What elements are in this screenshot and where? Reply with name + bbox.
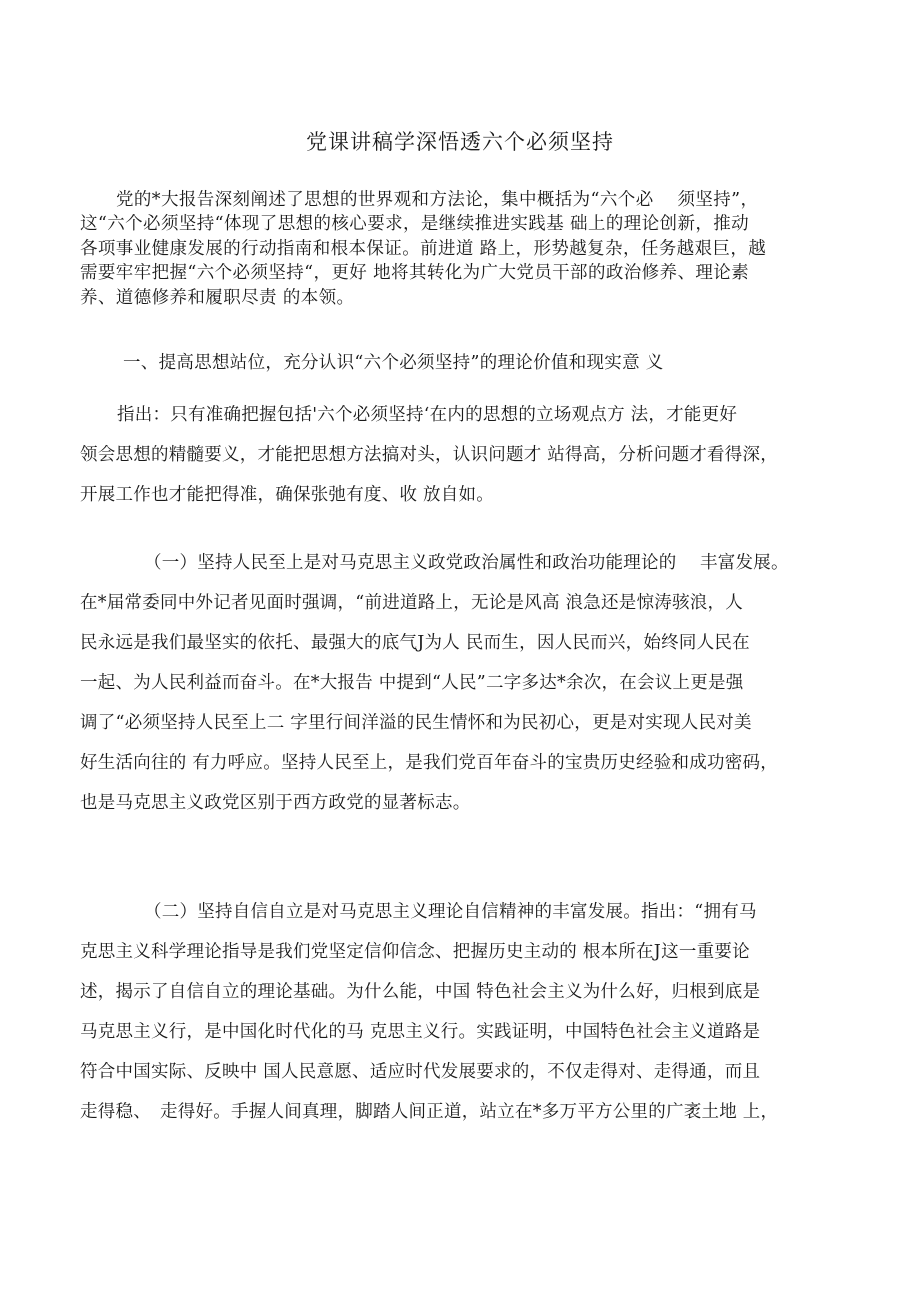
paragraph-line: 指出：只有准确把握包括'六个必须坚持‘在内的思想的立场观点方 法，才能更好 (117, 405, 738, 425)
document-title: 党课讲稿学深悟透六个必须坚持 (306, 130, 614, 154)
paragraph-line: 民永远是我们最坚实的依托、最强大的底气J为人 民而生，因人民而兴，始终同人民在 (80, 633, 750, 653)
paragraph-line: 好生活向往的 有力呼应。坚持人民至上，是我们党百年奋斗的宝贵历史经验和成功密码， (80, 753, 779, 773)
paragraph-line: 述，揭示了自信自立的理论基础。为什么能，中国 特色社会主义为什么好，归根到底是 (80, 982, 761, 1002)
intro-line: 这“六个必须坚持“体现了思想的核心要求，是继续推进实践基 础上的理论创新，推动 (80, 214, 750, 235)
intro-line: 养、道德修养和履职尽责 的本领。 (80, 287, 355, 308)
paragraph-line: 调了“必须坚持人民至上二 字里行间洋溢的民生情怀和为民初心，更是对实现人民对美 (80, 713, 752, 733)
intro-paragraph (80, 188, 860, 310)
paragraph-line: 领会思想的精髓要义，才能把思想方法搞对头，认识问题才 站得高，分析问题才看得深， (80, 445, 779, 465)
paragraph-line: 走得稳、 走得好。手握人间真理，脚踏人间正道，站立在*多万平方公里的广袤土地 上， (80, 1102, 779, 1122)
paragraph-line: 一起、为人民利益而奋斗。在*大报告 中提到“人民”二字多达*余次，在会议上更是强 (80, 673, 744, 693)
paragraph-line: （二）坚持自信自立是对马克思主义理论自信精神的丰富发展。指出：“拥有马 (144, 902, 757, 922)
paragraph-line: 也是马克思主义政党区别于西方政党的显著标志。 (80, 793, 471, 813)
intro-line: 各项事业健康发展的行动指南和根本保证。前进道 路上，形势越复杂，任务越艰巨，越 (80, 238, 767, 259)
zhichu-paragraph (80, 395, 860, 515)
intro-line: 需要牢牢把握“六个必须坚持“，更好 地将其转化为广大党员干部的政治修养、理论素 (80, 263, 750, 284)
paragraph-line: 开展工作也才能把得准，确保张弛有度、收 放自如。 (80, 485, 495, 505)
self-reliance-paragraph (80, 892, 860, 1132)
paragraph-line: （一）坚持人民至上是对马克思主义政党政治属性和政治功能理论的 丰富发展。 (144, 553, 789, 573)
intro-line: 党的*大报告深刻阐述了思想的世界观和方法论，集中概括为“六个必 须坚持”， (116, 190, 759, 210)
paragraph-line: 在*届常委同中外记者见面时强调，“前进道路上，无论是风高 浪急还是惊涛骇浪，人 (80, 593, 744, 613)
people-first-paragraph (80, 543, 860, 823)
section-heading: 一、提高思想站位，充分认识“六个必须坚持”的理论价值和现实意 义 (123, 353, 664, 373)
paragraph-line: 克思主义科学理论指导是我们党坚定信仰信念、把握历史主动的 根本所在J这一重要论 (80, 942, 750, 962)
paragraph-line: 马克思主义行，是中国化时代化的马 克思主义行。实践证明，中国特色社会主义道路是 (80, 1022, 761, 1042)
paragraph-line: 符合中国实际、反映中 国人民意愿、适应时代发展要求的，不仅走得对、走得通，而且 (80, 1062, 761, 1082)
